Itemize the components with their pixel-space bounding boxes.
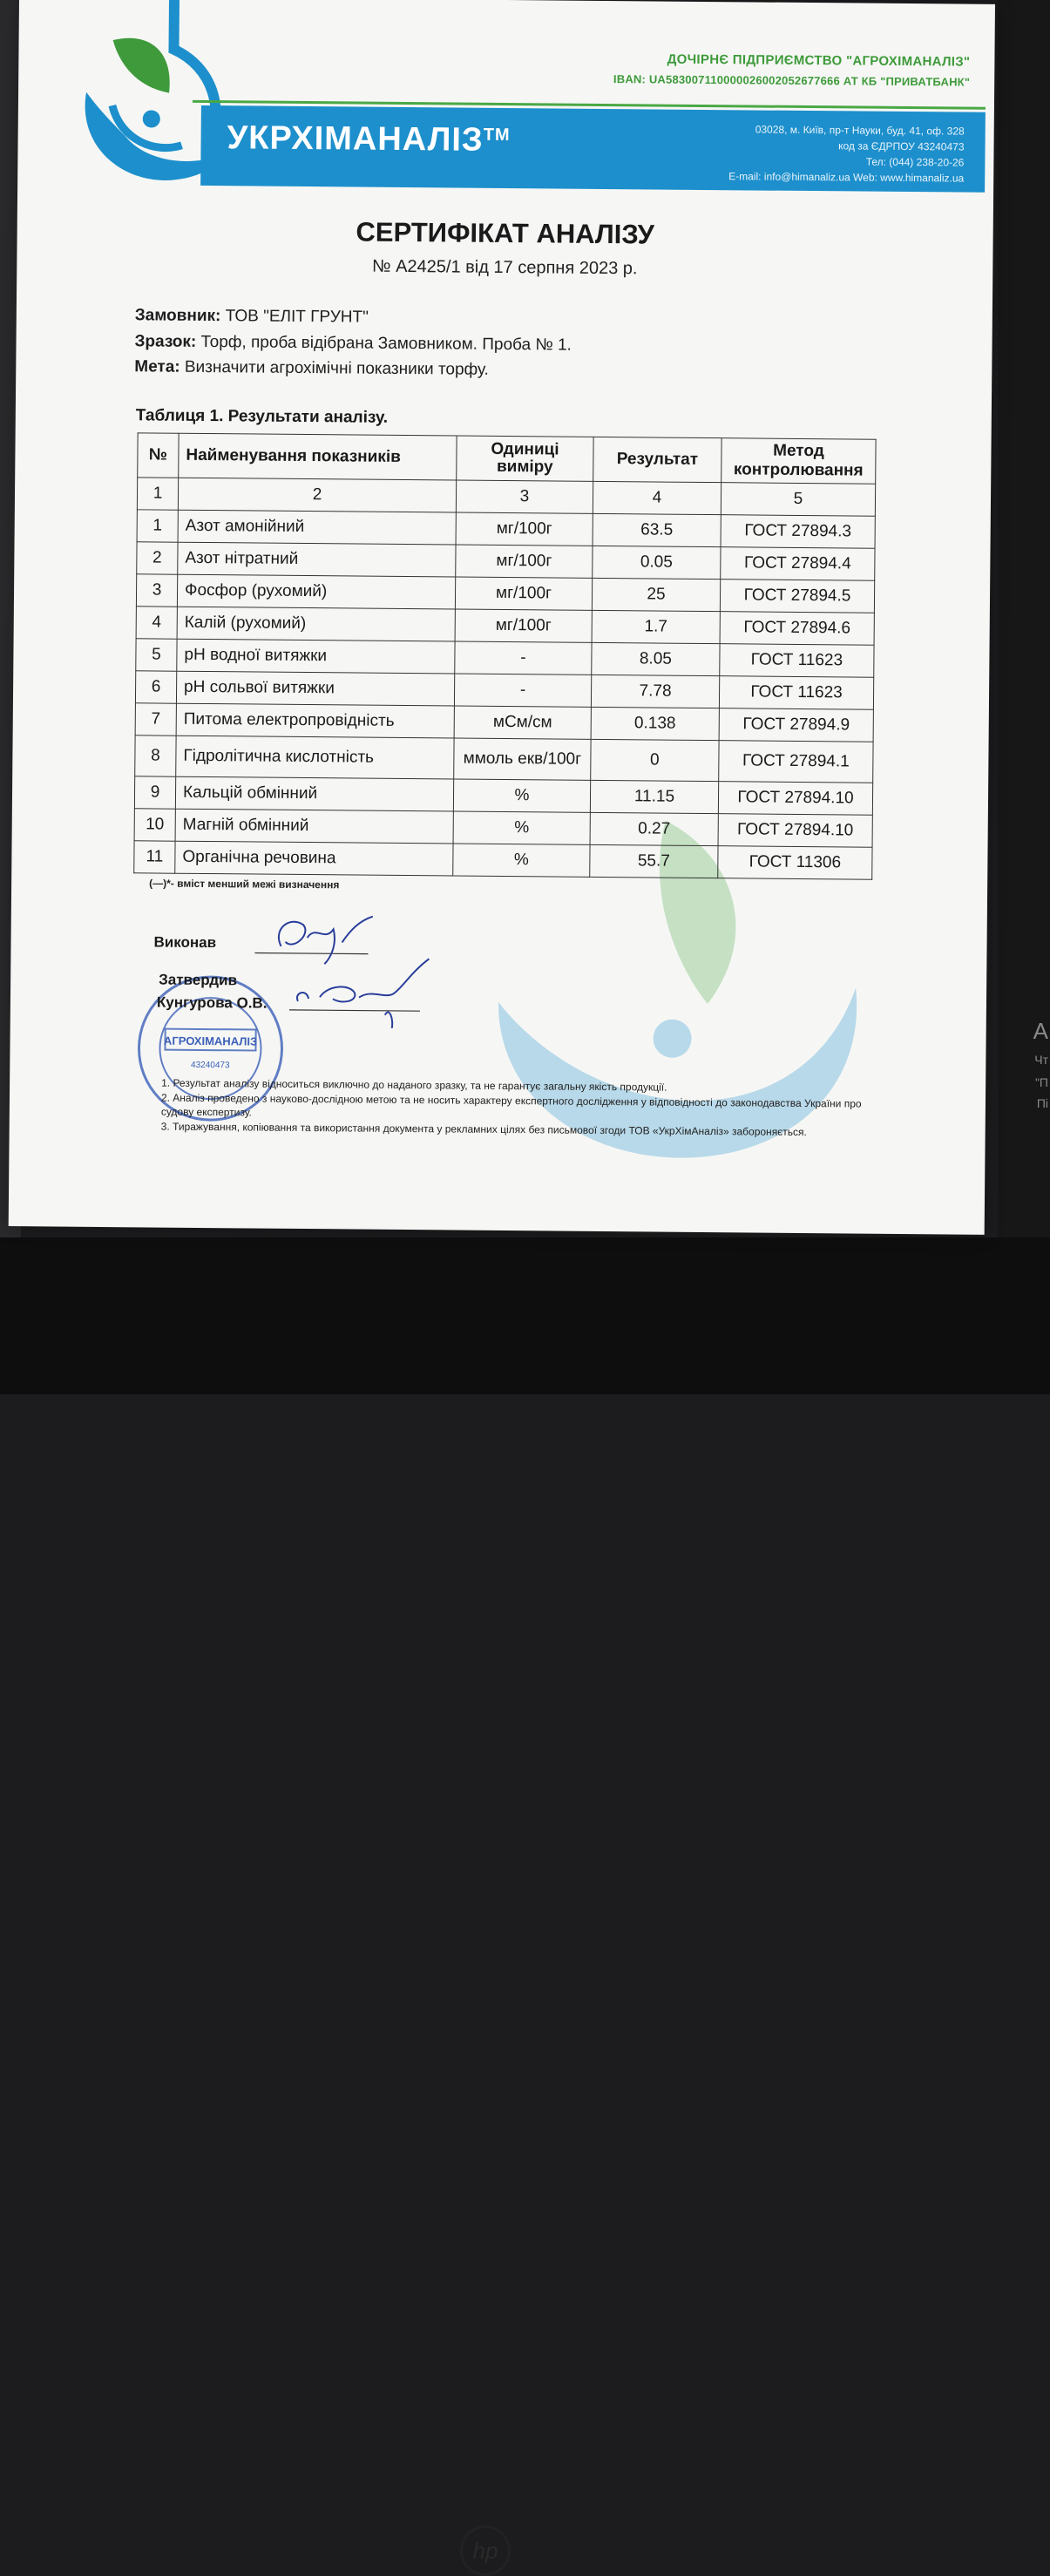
edrpou: код за ЄДРПОУ 43240473 — [838, 139, 965, 153]
cell-name: Питома електропровідність — [176, 703, 454, 738]
cell-name: Фосфор (рухомий) — [177, 574, 455, 609]
table-row — [135, 736, 873, 783]
cell-result: 25 — [592, 578, 720, 611]
certificate-number: № А2425/1 від 17 серпня 2023 р. — [372, 256, 638, 279]
cell-method: ГОСТ 11623 — [720, 644, 874, 678]
cell-method: ГОСТ 27894.6 — [720, 612, 874, 646]
hp-logo-icon: hp — [460, 2525, 511, 2576]
cell-unit: % — [453, 779, 590, 812]
cell-unit: - — [454, 674, 591, 707]
phone: Тел: (044) 238-20-26 — [865, 155, 965, 169]
email-web: E-mail: info@himanaliz.ua Web: www.himanaliz.ua — [728, 170, 965, 185]
cell-unit: ммоль екв/100г — [454, 738, 591, 780]
table-caption: Таблиця 1. Результати аналізу. — [135, 406, 389, 427]
monitor-bezel — [0, 1237, 1050, 2564]
iban: IBAN: UA583007110000026002052677666 АТ КБ "ПРИВАТБАНК" — [613, 72, 971, 89]
side-text-4: Пі — [1036, 1096, 1048, 1110]
cell-no: 5 — [136, 639, 177, 671]
approved-label: Затвердив — [159, 971, 238, 989]
side-text-1: А — [1033, 1018, 1048, 1044]
cell-no: 8 — [135, 736, 176, 776]
cell-method: ГОСТ 27894.10 — [718, 782, 872, 816]
colnum: 2 — [178, 478, 456, 512]
note-item: 2. Аналіз проведено з науково-дослідною метою та не носить характеру експертного дослідження у відповідності до законодавства України про судову експертизу. — [160, 1091, 862, 1119]
cell-no: 6 — [135, 671, 176, 703]
colnum: 1 — [137, 478, 178, 510]
cell-no: 4 — [136, 607, 177, 639]
header-unit: Одиниці виміру — [457, 436, 593, 481]
table-footnote: (—)*- вміст менший межі визначення — [149, 877, 340, 891]
cell-result: 55.7 — [590, 844, 718, 878]
cell-method: ГОСТ 27894.10 — [718, 814, 872, 848]
cell-method: ГОСТ 11306 — [718, 846, 872, 880]
cell-name: Гідролітична кислотність — [176, 736, 454, 779]
goal-line — [134, 357, 489, 380]
sample-line — [134, 332, 572, 355]
table-header-row — [138, 433, 876, 484]
monitor-edge-right — [998, 0, 1050, 1237]
cell-result: 0 — [591, 739, 719, 781]
cell-method: ГОСТ 27894.9 — [719, 708, 873, 742]
goal-label: Мета: — [134, 357, 180, 376]
side-text-2: Чт — [1034, 1053, 1048, 1067]
colnum: 3 — [456, 480, 593, 513]
cell-name: Азот нітратний — [178, 542, 456, 577]
brand-text: УКРХІМАНАЛІЗ — [227, 119, 484, 159]
header-method: Метод контролювання — [721, 438, 876, 485]
stamp-text: АГРОХІМАНАЛІЗ — [163, 1034, 258, 1048]
address: 03028, м. Київ, пр-т Науки, буд. 41, оф. 328 — [755, 123, 965, 138]
cell-unit: - — [455, 641, 592, 675]
customer-line — [135, 306, 369, 327]
cell-unit: мСм/см — [454, 706, 591, 739]
header-band — [200, 105, 986, 193]
cell-name: pH водної витяжки — [177, 639, 455, 674]
header-result: Результат — [593, 437, 721, 482]
cell-method: ГОСТ 27894.3 — [721, 515, 875, 549]
brand-name — [227, 119, 510, 159]
customer-label: Замовник: — [134, 306, 221, 326]
sample-value: Торф, проба відібрана Замовником. Проба № 1. — [200, 332, 572, 355]
cell-name: pH сольвої витяжки — [176, 671, 454, 706]
cell-method: ГОСТ 27894.5 — [720, 580, 874, 613]
customer-value: ТОВ "ЕЛІТ ГРУНТ" — [225, 307, 369, 327]
cell-unit: % — [453, 811, 590, 844]
approver-name: Кунгурова О.В. — [156, 993, 268, 1012]
side-text-3: "П — [1034, 1075, 1048, 1089]
cell-unit: мг/100г — [455, 609, 592, 642]
brand-tm: TM — [483, 125, 511, 146]
cell-name: Органічна речовина — [175, 841, 453, 876]
table-row — [134, 841, 872, 879]
header-no: № — [138, 433, 179, 478]
sample-label: Зразок: — [134, 332, 197, 351]
cell-method: ГОСТ 11623 — [719, 676, 873, 710]
cell-unit: мг/100г — [456, 512, 593, 546]
cell-result: 1.7 — [592, 610, 720, 643]
cell-no: 7 — [135, 703, 176, 736]
colnum: 4 — [593, 481, 721, 514]
cell-unit: % — [453, 844, 590, 877]
cell-result: 8.05 — [592, 642, 720, 675]
performed-label: Виконав — [153, 933, 217, 952]
cell-method: ГОСТ 27894.1 — [719, 741, 873, 783]
company-name: ДОЧІРНЄ ПІДПРИЄМСТВО "АГРОХІМАНАЛІЗ" — [667, 51, 971, 70]
cell-result: 11.15 — [590, 780, 718, 813]
cell-no: 11 — [134, 841, 175, 873]
cell-no: 10 — [134, 809, 175, 841]
results-table — [133, 432, 876, 879]
stamp-code: 43240473 — [191, 1060, 230, 1071]
goal-value: Визначити агрохімічні показники торфу. — [184, 357, 489, 379]
cell-no: 3 — [136, 574, 177, 607]
cell-method: ГОСТ 27894.4 — [721, 547, 875, 581]
cell-unit: мг/100г — [456, 545, 593, 578]
cell-result: 63.5 — [593, 513, 721, 546]
cell-unit: мг/100г — [455, 577, 592, 610]
cell-result: 7.78 — [591, 675, 719, 708]
note-item: 3. Тиражування, копіювання та використання документа у рекламних цілях без письмової згоди ТОВ «УкрХімАналіз» забороняється. — [160, 1120, 807, 1139]
cell-no: 2 — [137, 542, 178, 574]
cell-result: 0.138 — [591, 707, 719, 740]
cell-no: 9 — [134, 776, 175, 809]
note-item: 1. Результат аналізу відноситься виключно до наданого зразку, та не гарантує загальну якість продукції. — [161, 1076, 667, 1094]
cell-name: Кальцій обмінний — [175, 776, 453, 811]
contacts — [728, 121, 965, 186]
cell-result: 0.05 — [593, 546, 721, 579]
cell-name: Калій (рухомий) — [177, 607, 455, 641]
cell-no: 1 — [137, 510, 178, 542]
cell-result: 0.27 — [590, 812, 718, 845]
header-name: Найменування показників — [179, 433, 457, 480]
notes — [161, 1076, 877, 1141]
certificate-document — [9, 0, 995, 1235]
cell-name: Магній обмінний — [175, 809, 453, 844]
approver-signature-icon — [289, 953, 447, 1034]
certificate-title: СЕРТИФІКАТ АНАЛІЗУ — [356, 216, 654, 250]
cell-name: Азот амонійний — [178, 510, 456, 545]
colnum: 5 — [721, 483, 875, 517]
